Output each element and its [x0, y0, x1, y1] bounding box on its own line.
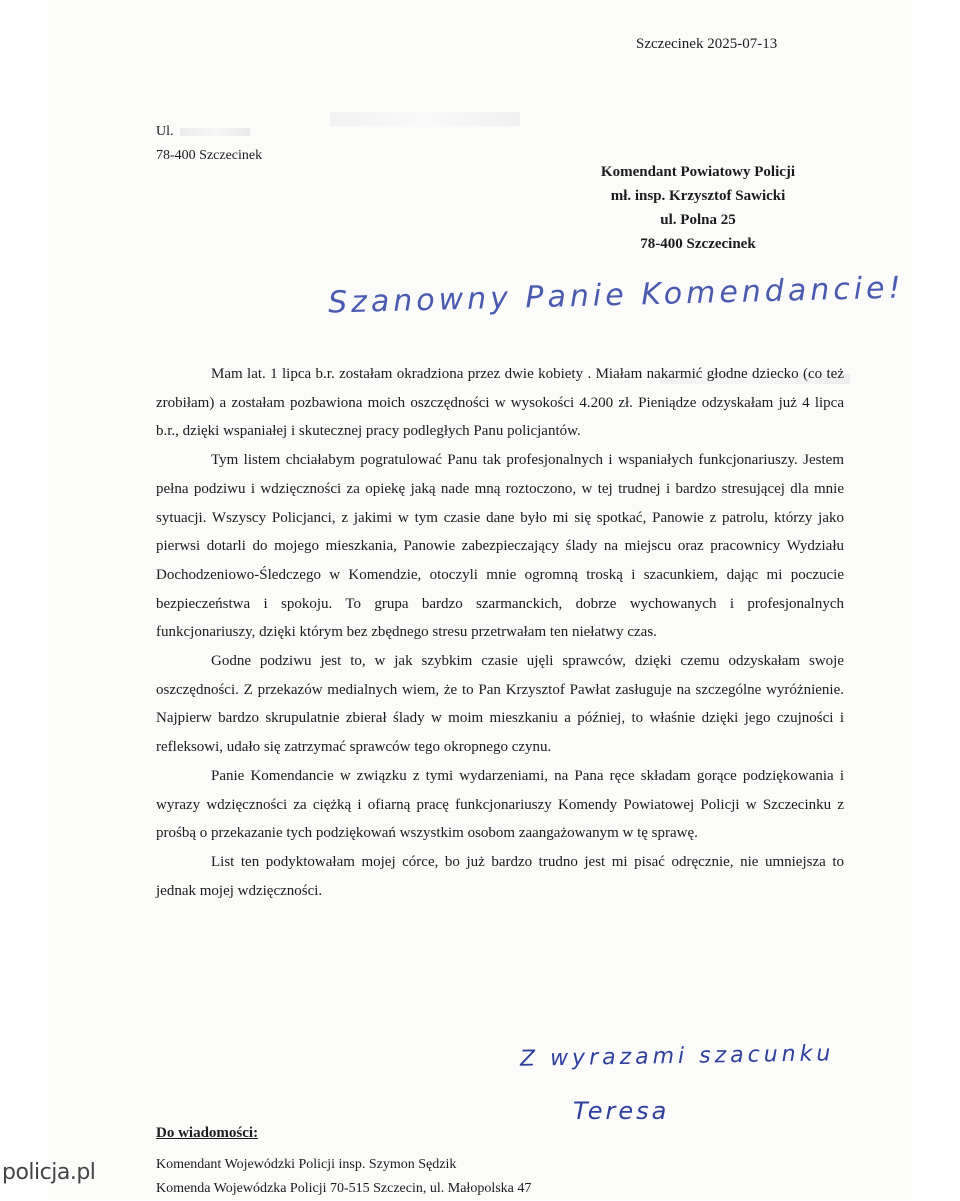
paragraph: Godne podziwu jest to, w jak szybkim czasie ujęli sprawców, dzięki czemu odzyskałam swoje oszczędności. Z przekazów medialnych wiem, że to Pan Krzysztof Pawłat zasługuje na szczególne wyróżnienie. Najpierw bardzo skrupulatnie zbierał ślady w moim mieszkaniu a później, to właśnie dzięki jego czujności i refleksowi, udało się zatrzymać sprawców tego okropnego czynu. — [156, 653, 844, 756]
cc-recipient: Komendant Wojewódzki Policji insp. Szymon Sędzik — [156, 1157, 457, 1172]
sender-address — [156, 120, 262, 168]
recipient-address — [583, 160, 813, 256]
paragraph: List ten podyktowałam mojej córce, bo już bardzo trudno jest mi pisać odręcznie, nie umniejsza to jednak mojej wdzięczności. — [156, 853, 844, 899]
sender-city: 78-400 Szczecinek — [156, 148, 263, 163]
handwritten-signature: Teresa — [573, 1097, 670, 1125]
redaction-mark — [330, 112, 520, 126]
letter-body — [156, 360, 844, 905]
watermark-logo: policja.pl — [2, 1160, 96, 1185]
paragraph: Mam lat. 1 lipca b.r. zostałam okradziona przez dwie kobiety . Miałam nakarmić głodne dziecko (co też zrobiłam) a zostałam pozbawiona moich oszczędności w wysokości 4.200 zł. Pieniądze odzyskałam już 4 lipca b.r., dzięki wspaniałej i skutecznej pracy podległych Panu policjantów. — [156, 366, 844, 440]
recipient-name: mł. insp. Krzysztof Sawicki — [610, 188, 786, 204]
handwritten-greeting: Szanowny Panie Komendancie! — [327, 270, 905, 321]
recipient-city: 78-400 Szczecinek — [640, 236, 756, 252]
paragraph: Tym listem chciałabym pogratulować Panu tak profesjonalnych i wspaniałych funkcjonariuszy. Jestem pełna podziwu i wdzięczności za opiekę jaką nade mną roztoczono, w tej trudnej i bardzo stresującej dla mnie sytuacji. Wszyscy Policjanci, z jakimi w tym czasie dane było mi się spotkać, Panowie z patrolu, którzy jako pierwsi dotarli do mojego mieszkania, Panowie zabezpieczający ślady na miejscu oraz pracownicy Wydziału Dochodzeniowo-Śledczego w Komendzie, otoczyli mnie ogromną troską i szacunkiem, dając mi poczucie bezpieczeństwa i spokoju. To grupa bardzo szarmanckich, dobrze wychowanych i profesjonalnych funkcjonariuszy, dzięki którym bez zbędnego stresu przetrwałam ten niełatwy czas. — [156, 452, 844, 641]
cc-list — [156, 1153, 531, 1201]
redacted-street — [180, 128, 250, 136]
recipient-street: ul. Polna 25 — [660, 212, 736, 228]
letter-date: Szczecinek 2025-07-13 — [636, 36, 778, 52]
paragraph: Panie Komendancie w związku z tymi wydarzeniami, na Pana ręce składam gorące podziękowania i wyrazy wdzięczności za ciężką i ofiarną pracę funkcjonariuszy Komendy Powiatowej Policji w Szczecinku z prośbą o przekazanie tych podziękowań wszystkim osobom zaangażowanym w tę sprawę. — [156, 767, 844, 842]
handwritten-closing: Z wyrazami szacunku — [519, 1041, 835, 1072]
sender-street: Ul. — [156, 124, 174, 139]
cc-heading: Do wiadomości: — [156, 1125, 259, 1141]
cc-recipient: Komenda Wojewódzka Policji 70-515 Szczecin, ul. Małopolska 47 — [156, 1181, 532, 1196]
recipient-title: Komendant Powiatowy Policji — [600, 164, 796, 180]
